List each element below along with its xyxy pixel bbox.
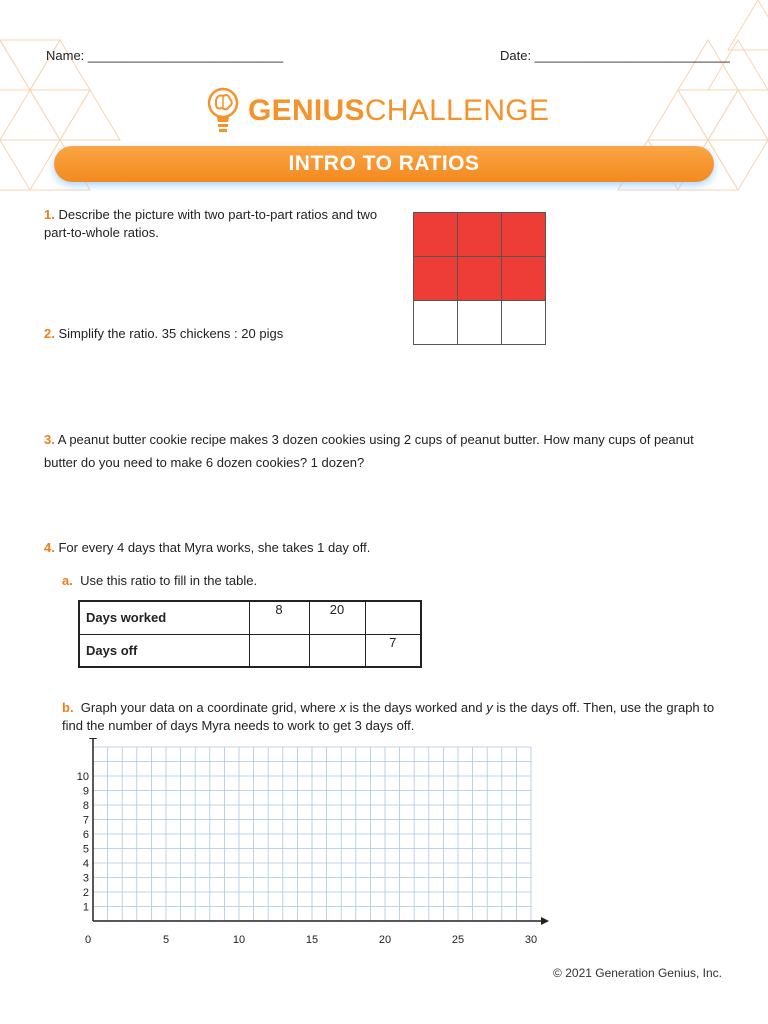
question-3 [44,428,716,474]
question-2-number: 2. [44,326,55,341]
question-4-number: 4. [44,540,55,555]
question-4b-x-var: x [339,700,347,715]
empty-square [457,300,502,345]
y-tick-label: 7 [82,814,89,827]
table-cell[interactable]: 8 [249,601,309,634]
x-tick-label: 10 [232,934,246,946]
empty-square [413,300,458,345]
table-cell[interactable] [249,634,309,667]
x-tick-label: 5 [162,934,170,946]
y-tick-label: 9 [82,785,89,798]
question-1-text: Describe the picture with two part-to-part ratios and two part-to-whole ratios. [44,207,378,240]
y-tick-label: 5 [82,843,89,856]
ratio-picture-grid [413,212,545,344]
question-4 [44,539,716,557]
filled-square [457,256,502,301]
coordinate-grid[interactable] [60,738,550,950]
question-4b-text-3: is the days off. Then, use the graph to find the number of days Myra needs to work to get 3 days off. [62,700,715,733]
y-tick-label: 6 [82,829,89,841]
x-axis-arrow [541,917,549,925]
question-4b-letter: b. [62,700,74,715]
name-field-label: Name: ___________________________ [46,48,284,63]
y-tick-label: 10 [76,771,89,783]
question-4b-y-var: y [486,700,493,715]
genius-challenge-logo [206,86,549,136]
ratio-table [78,600,422,668]
question-4a-letter: a. [62,573,73,588]
question-2 [44,325,384,343]
worksheet-title: INTRO TO RATIOS [288,152,480,175]
row-label-days-worked: Days worked [79,601,249,634]
question-4a [62,572,562,590]
question-4b-text-2: is the days worked and [346,700,487,715]
y-tick-label: 3 [82,872,89,885]
title-banner [54,146,714,182]
question-4b [62,699,722,735]
filled-square [413,256,458,301]
question-2-text: Simplify the ratio. 35 chickens : 20 pigs [58,326,284,341]
y-tick-label: 2 [82,887,89,899]
table-cell[interactable] [309,634,365,667]
lightbulb-brain-icon [206,86,240,136]
copyright: © 2021 Generation Genius, Inc. [553,966,722,980]
question-4-text: For every 4 days that Myra works, she takes 1 day off. [58,540,371,555]
x-tick-label: 0 [84,934,92,946]
row-label-days-off: Days off [79,634,249,667]
filled-square [457,212,502,257]
table-row [79,601,421,634]
y-tick-label: 4 [82,858,89,870]
filled-square [413,212,458,257]
logo-wordmark: GENIUSCHALLENGE [248,94,550,127]
y-tick-label: 8 [82,800,89,812]
table-cell[interactable]: 20 [309,601,365,634]
y-tick-label: 1 [82,901,89,914]
table-cell[interactable]: 7 [365,634,421,667]
question-1-number: 1. [44,207,55,222]
x-tick-label: 25 [451,934,465,946]
filled-square [501,212,546,257]
x-tick-label: 30 [524,934,538,946]
question-4b-text-1: Graph your data on a coordinate grid, where [80,700,340,715]
table-cell[interactable] [365,601,421,634]
y-axis-arrow [89,738,97,739]
question-3-text: A peanut butter cookie recipe makes 3 dozen cookies using 2 cups of peanut butter. How many cups of peanut butter do you need to make 6 dozen cookies? 1 dozen? [44,432,694,470]
empty-square [501,300,546,345]
date-field-label: Date: ___________________________ [500,48,730,63]
x-tick-label: 15 [305,934,319,946]
question-1 [44,206,394,242]
question-4a-text: Use this ratio to fill in the table. [80,573,258,588]
table-row [79,634,421,667]
question-3-number: 3. [44,432,55,447]
filled-square [501,256,546,301]
x-tick-label: 20 [378,934,392,946]
